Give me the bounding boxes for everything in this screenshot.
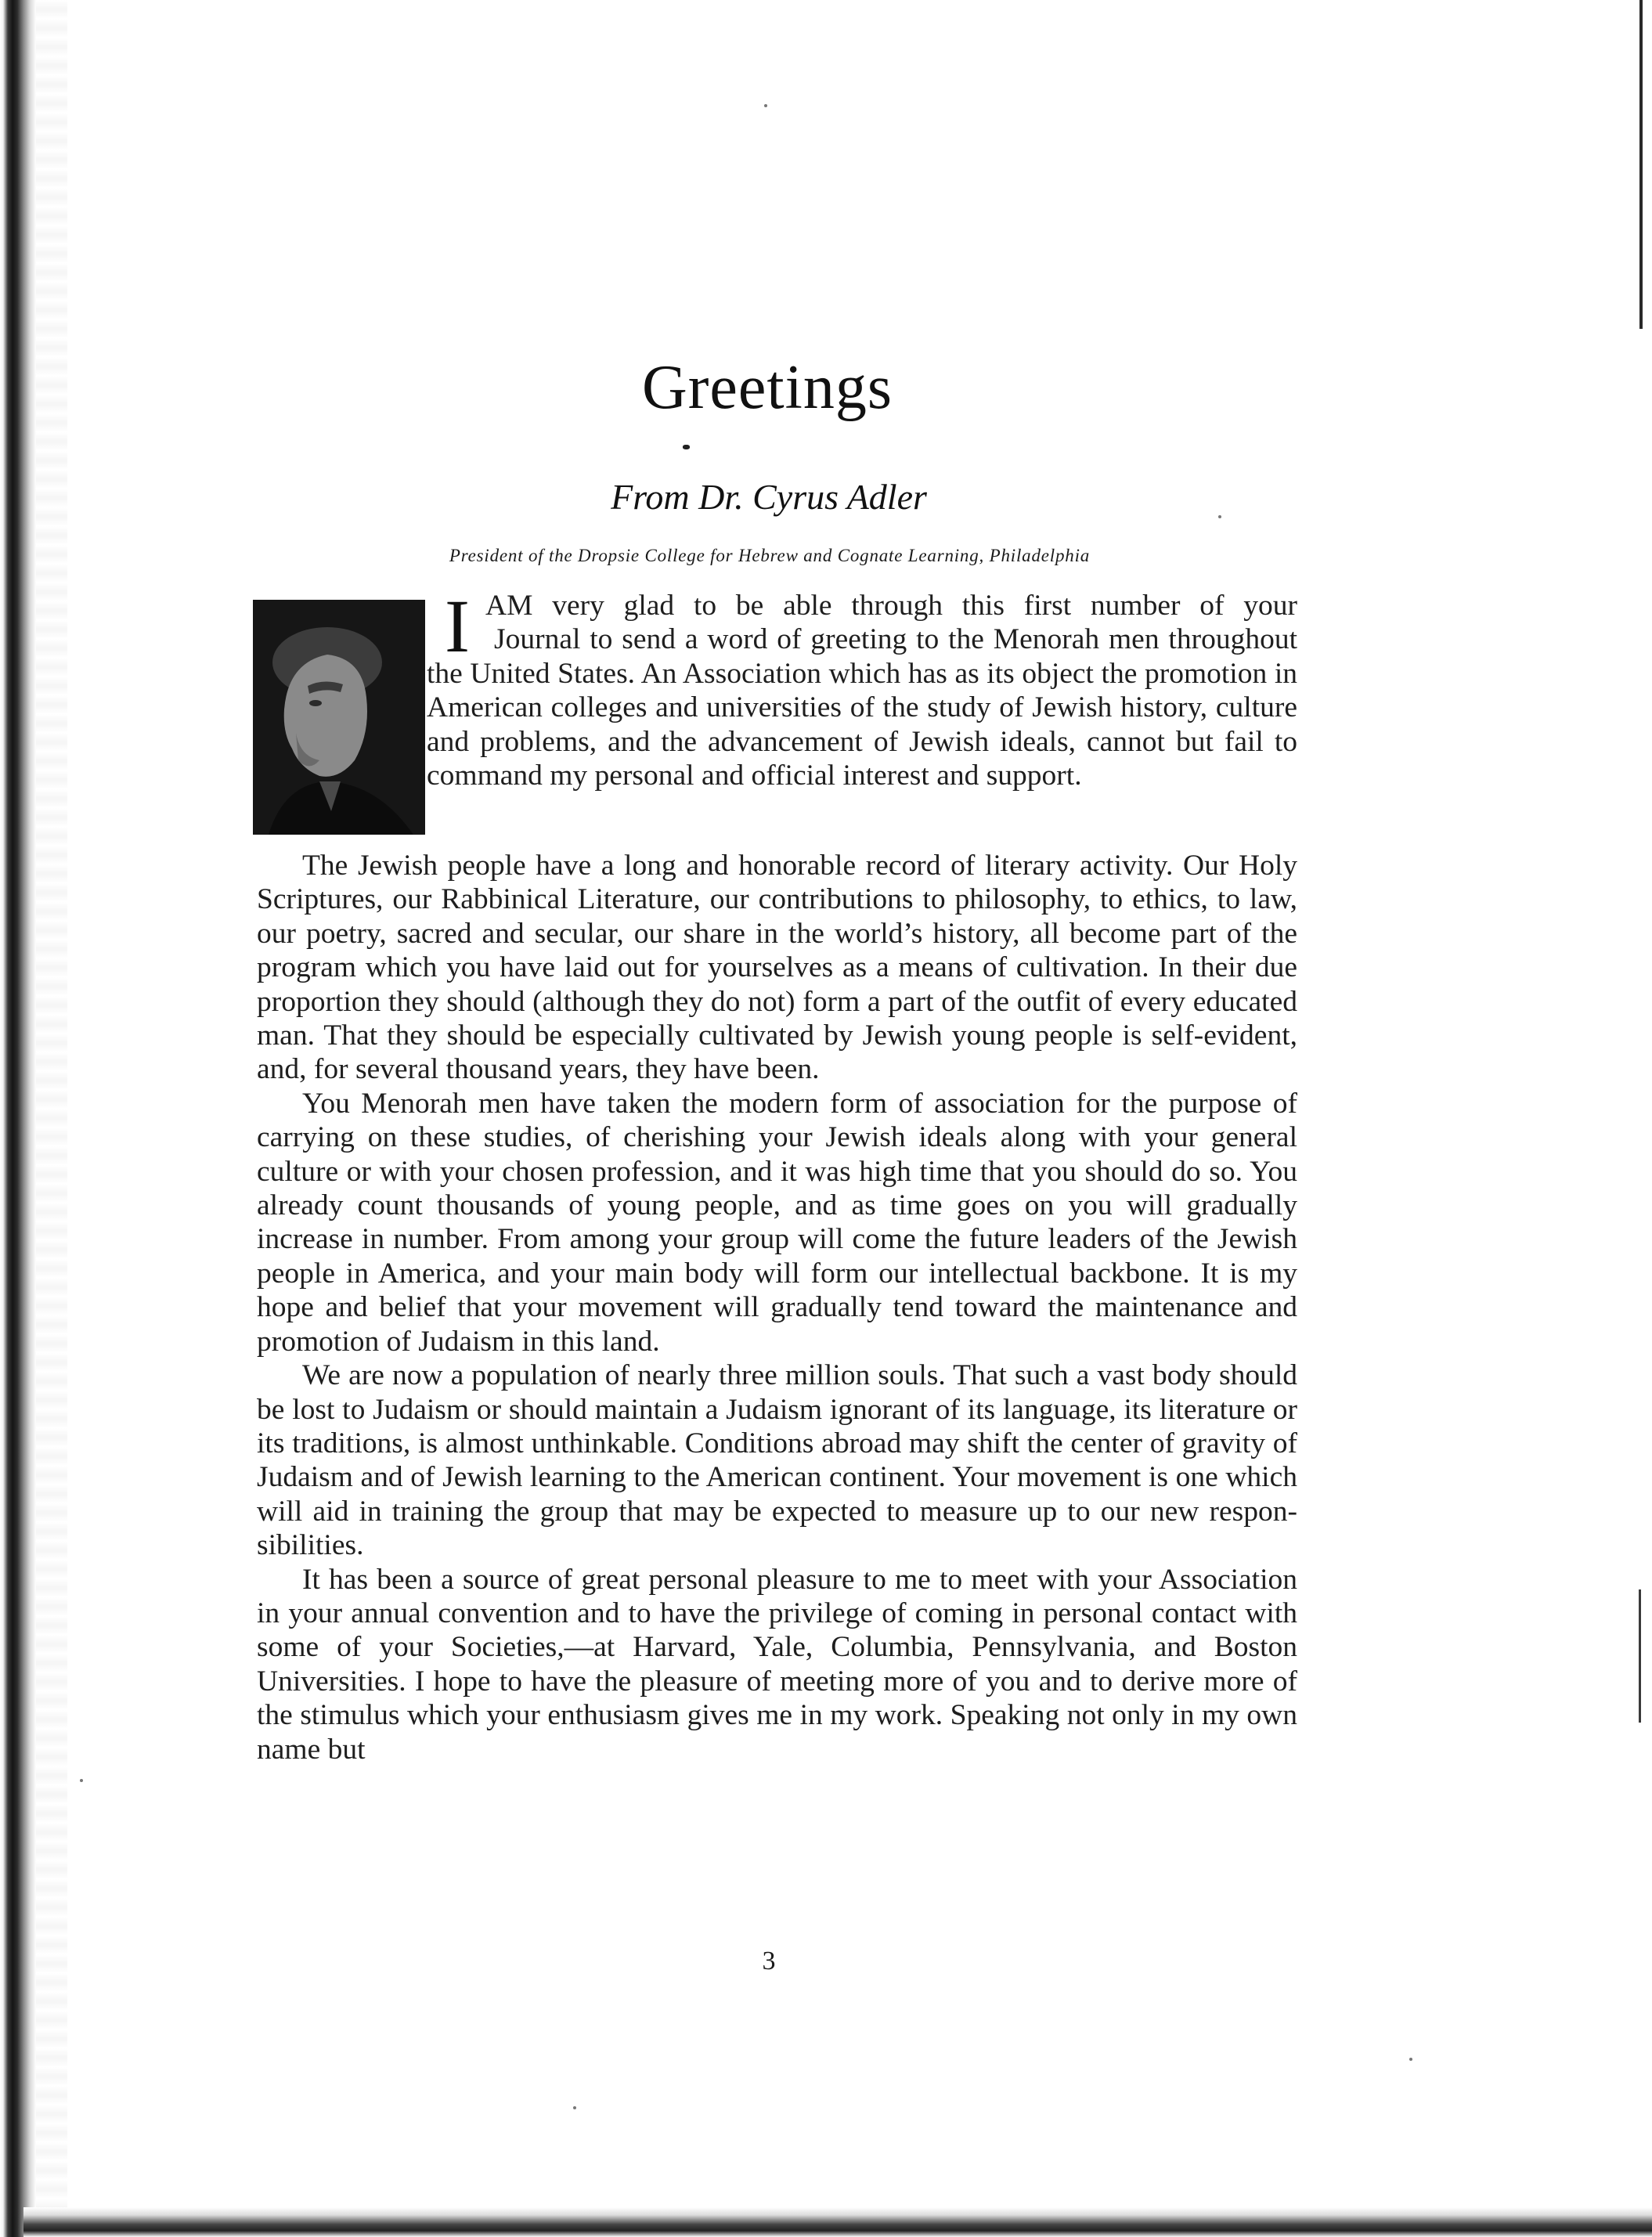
scan-bottom-edge: [23, 2207, 1652, 2237]
scan-speck: [80, 1779, 83, 1782]
paragraph: We are now a population of nearly three million souls. That such a vast body should be lost to Judaism or should maintain a Judaism ignorant of its language, its literature or its traditions, is almost unthinkable. Conditions abroad may shift the center of gravity of Judaism and of Jewish learning to the American continent. Your movement is one which will aid in training the group that may be expected to measure up to our new responsibilities.: [257, 1359, 1297, 1562]
scan-speck: [1409, 2058, 1412, 2061]
author-affiliation: President of the Dropsie College for Hebrew and Cognate Learning, Philadelphia: [449, 546, 1091, 565]
paragraph: It has been a source of great personal pleasure to me to meet with your Association in your annual convention and to have the privilege of coming in personal contact with some of your Societies,—at Harvard, Yale, Columbia, Pennsylvania, and Boston Universities. I hope to have the pleasure of meeting more of you and to derive more of the stimulus which your enthusiasm gives me in my work. Speaking not only in my own name but: [257, 1563, 1297, 1766]
first-paragraph: Journal to send a word of greeting to the Menorah men throughout the United States. An Association which has as its object the promotion in American colleges and universities of the study of Jewish history, culture and problems, and the advancement of Jewish ideals, cannot but fail to command my personal and official interest and support.: [427, 623, 1297, 792]
scan-binding-shadow: [36, 0, 67, 2237]
scan-right-edge: [1639, 0, 1643, 329]
author-line: From Dr. Cyrus Adler: [611, 477, 927, 517]
page-number: 3: [762, 1947, 776, 1975]
paragraph: You Menorah men have taken the modern form of association for the purpose of carrying on these studies, of cherishing your Jewish ideals along with your general culture or with your chosen profession, and it was high time that you should do so. You already count thousands of young people, and as time goes on you will gradually increase in number. From among your group will come the future leaders of the Jewish people in America, and your main body will form our intellectual backbone. It is my hope and belief that your movement will gradually tend toward the maintenance and promotion of Judaism in this land.: [257, 1087, 1297, 1358]
portrait-photo-icon: [253, 600, 425, 835]
paragraph: The Jewish people have a long and honorable record of literary activity. Our Holy Scriptures, our Rabbinical Literature, our contributions to philosophy, to ethics, to law, our poetry, sacred and secular, our share in the world’s history, all become part of the program which you have laid out for yourselves as a means of cultivation. In their due proportion they should (although they do not) form a part of the outfit of every educated man. That they should be especially cultivated by Jewish young people is self-evident, and, for several thousand years, they have been.: [257, 850, 1297, 1086]
first-line: AM very glad to be able through this first number of your: [485, 590, 1297, 622]
article-body: [257, 849, 1297, 1766]
author-portrait: [253, 600, 425, 835]
scan-speck: [573, 2106, 576, 2109]
scan-binding-edge: [0, 0, 36, 2237]
page-title: Greetings: [641, 353, 893, 422]
scan-right-mark: [1639, 1589, 1641, 1723]
title-ornament: [683, 445, 690, 449]
drop-cap: I: [445, 584, 470, 668]
scan-speck: [764, 104, 767, 107]
